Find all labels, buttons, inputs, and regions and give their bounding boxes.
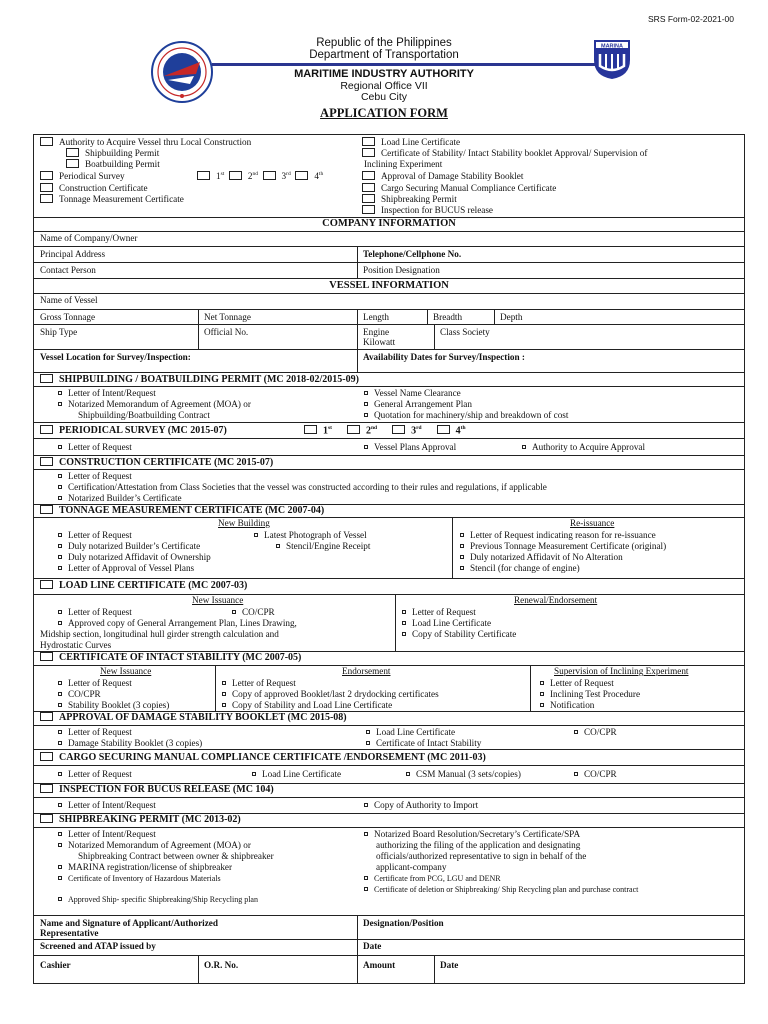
kilowatt-label: Kilowatt	[363, 337, 396, 347]
cis-item: Letter of Request	[222, 678, 296, 688]
checkbox[interactable]	[574, 730, 578, 734]
amount-label: Amount	[363, 960, 396, 970]
checkbox[interactable]	[574, 772, 578, 776]
periodical-options: 1st 2nd 3rd 4th	[197, 171, 323, 181]
tm-item: Duly notarized Builder’s Certificate	[58, 541, 200, 551]
company-name-label: Name of Company/Owner	[40, 233, 138, 243]
cis-item: Copy of approved Booklet/last 2 drydocking certificates	[222, 689, 439, 699]
checkbox[interactable]	[40, 194, 53, 203]
sb-item: General Arrangement Plan	[364, 399, 472, 409]
checkbox[interactable]	[347, 425, 360, 434]
ll-renewal-heading: Renewal/Endorsement	[514, 595, 598, 605]
sb-item: Letter of Intent/Request	[58, 388, 156, 398]
class-society-label: Class Society	[440, 327, 490, 337]
checkbox[interactable]	[364, 391, 368, 395]
checkbox[interactable]	[222, 681, 226, 685]
checkbox[interactable]	[460, 533, 464, 537]
checkbox[interactable]	[540, 692, 544, 696]
ds-section-title: APPROVAL OF DAMAGE STABILITY BOOKLET (MC 2015-08)	[40, 712, 347, 723]
checkbox[interactable]	[58, 555, 62, 559]
checkbox[interactable]	[58, 496, 62, 500]
checkbox[interactable]	[58, 681, 62, 685]
phone-label: Telephone/Cellphone No.	[363, 249, 462, 259]
checkbox[interactable]	[362, 137, 375, 146]
form-code: SRS Form-02-2021-00	[648, 14, 734, 24]
ll-item-cont: Hydrostatic Curves	[40, 640, 112, 650]
application-form	[33, 134, 745, 984]
checkbox[interactable]	[366, 741, 370, 745]
sbp-item: Letter of Intent/Request	[58, 829, 156, 839]
office-header	[0, 68, 768, 121]
bucus-item: Copy of Authority to Import	[364, 800, 478, 810]
tm-item: Letter of Request	[58, 530, 132, 540]
checkbox[interactable]	[58, 610, 62, 614]
engine-label: Engine	[363, 327, 390, 337]
cc-item: Certification/Attestation from Class Societies that the vessel was constructed according to their rules and regulations, if applicable	[58, 482, 547, 492]
service-loadline: Load Line Certificate	[362, 137, 460, 147]
cc-section-title: CONSTRUCTION CERTIFICATE (MC 2015-07)	[40, 457, 273, 468]
bucus-item: Letter of Intent/Request	[58, 800, 156, 810]
ll-item: Letter of Request	[58, 607, 132, 617]
service-cargo: Cargo Securing Manual Compliance Certificate	[362, 183, 556, 193]
checkbox[interactable]	[364, 445, 368, 449]
service-bucus: Inspection for BUCUS release	[362, 205, 493, 215]
checkbox[interactable]	[40, 652, 53, 661]
checkbox[interactable]	[58, 445, 62, 449]
sbp-section-title: SHIPBREAKING PERMIT (MC 2013-02)	[40, 814, 241, 825]
date-label: Date	[363, 941, 382, 951]
checkbox[interactable]	[58, 730, 62, 734]
checkbox[interactable]	[252, 772, 256, 776]
sbp-item: Certificate of deletion or Shipbreaking/ Ship Recycling plan and purchase contract	[364, 885, 638, 894]
cis-item: Inclining Test Procedure	[540, 689, 640, 699]
cashier-label: Cashier	[40, 960, 71, 970]
checkbox[interactable]	[58, 803, 62, 807]
checkbox[interactable]	[58, 876, 62, 880]
ll-item: Copy of Stability Certificate	[402, 629, 516, 639]
or-number-label: O.R. No.	[204, 960, 239, 970]
service-construction: Construction Certificate	[40, 183, 148, 193]
checkbox[interactable]	[402, 621, 406, 625]
checkbox[interactable]	[460, 544, 464, 548]
sbp-item: Notarized Board Resolution/Secretary’s Certificate/SPA	[364, 829, 580, 839]
checkbox[interactable]	[540, 681, 544, 685]
form-title: APPLICATION FORM	[320, 106, 448, 120]
checkbox[interactable]	[40, 183, 53, 192]
checkbox[interactable]	[58, 533, 62, 537]
cis-item: Notification	[540, 700, 594, 710]
checkbox[interactable]	[254, 533, 258, 537]
ll-item: Load Line Certificate	[402, 618, 491, 628]
position-label: Position Designation	[363, 265, 440, 275]
checkbox[interactable]	[40, 814, 53, 823]
cc-item: Letter of Request	[58, 471, 132, 481]
ds-item: Load Line Certificate	[366, 727, 455, 737]
vessel-location-label: Vessel Location for Survey/Inspection:	[40, 352, 191, 362]
tm-new-heading: New Building	[218, 518, 270, 528]
checkbox[interactable]	[362, 183, 375, 192]
checkbox[interactable]	[540, 703, 544, 707]
sbp-item-cont: officials/authorized representative to sign in behalf of the	[376, 851, 587, 861]
ps-item: Vessel Plans Approval	[364, 442, 456, 452]
checkbox[interactable]	[362, 205, 375, 214]
ll-section-title: LOAD LINE CERTIFICATE (MC 2007-03)	[40, 580, 247, 591]
checkbox[interactable]	[222, 703, 226, 707]
address-label: Principal Address	[40, 249, 106, 259]
cis-item: CO/CPR	[58, 689, 101, 699]
checkbox[interactable]	[66, 148, 79, 157]
checkbox[interactable]	[40, 457, 53, 466]
service-tonnage: Tonnage Measurement Certificate	[40, 194, 184, 204]
contact-label: Contact Person	[40, 265, 96, 275]
checkbox[interactable]	[58, 544, 62, 548]
checkbox[interactable]	[58, 566, 62, 570]
sbp-item: Certificate from PCG, LGU and DENR	[364, 874, 501, 883]
csm-section-title: CARGO SECURING MANUAL COMPLIANCE CERTIFICATE /ENDORSEMENT (MC 2011-03)	[40, 752, 486, 763]
ll-item: Approved copy of General Arrangement Plan, Lines Drawing,	[58, 618, 297, 628]
checkbox[interactable]	[197, 171, 210, 180]
checkbox[interactable]	[437, 425, 450, 434]
ps-item: Letter of Request	[58, 442, 132, 452]
service-shipbreaking: Shipbreaking Permit	[362, 194, 457, 204]
cis-item: Letter of Request	[58, 678, 132, 688]
checkbox[interactable]	[58, 474, 62, 478]
checkbox[interactable]	[40, 171, 53, 180]
tm-item: Stencil (for change of engine)	[460, 563, 580, 573]
authority-name: MARITIME INDUSTRY AUTHORITY	[294, 68, 474, 80]
designation-label: Designation/Position	[363, 918, 444, 928]
checkbox[interactable]	[364, 413, 368, 417]
checkbox[interactable]	[522, 445, 526, 449]
checkbox[interactable]	[66, 159, 79, 168]
checkbox[interactable]	[392, 425, 405, 434]
checkbox[interactable]	[40, 505, 53, 514]
checkbox[interactable]	[362, 171, 375, 180]
checkbox[interactable]	[58, 843, 62, 847]
checkbox[interactable]	[364, 402, 368, 406]
sb-item-cont: Shipbuilding/Boatbuilding Contract	[78, 410, 210, 420]
checkbox[interactable]	[304, 425, 317, 434]
ll-item: CO/CPR	[232, 607, 275, 617]
checkbox[interactable]	[263, 171, 276, 180]
ps-survey-options: 1st 2nd 3rd 4th	[304, 425, 466, 436]
ll-item-cont: Midship section, longitudinal hull girder strength calculation and	[40, 629, 279, 639]
signature-label: Name and Signature of Applicant/Authorized	[40, 918, 218, 928]
payment-date-label: Date	[440, 960, 459, 970]
checkbox[interactable]	[58, 692, 62, 696]
checkbox[interactable]	[40, 425, 53, 434]
sb-item: Quotation for machinery/ship and breakdown of cost	[364, 410, 568, 420]
department-text: Department of Transportation	[309, 49, 459, 61]
sb-item: Notarized Memorandum of Agreement (MOA) or	[58, 399, 251, 409]
signature-label-line2: Representative	[40, 928, 99, 938]
sb-item: Vessel Name Clearance	[364, 388, 461, 398]
header-rule	[212, 63, 596, 66]
checkbox[interactable]	[460, 555, 464, 559]
ship-type-label: Ship Type	[40, 327, 78, 337]
city-text: Cebu City	[360, 91, 408, 103]
depth-label: Depth	[500, 312, 523, 322]
service-ataq: Authority to Acquire Vessel thru Local Construction	[40, 137, 251, 147]
sbp-item: Approved Ship- specific Shipbreaking/Ship Recycling plan	[58, 895, 258, 904]
checkbox[interactable]	[276, 544, 280, 548]
cis-section-title: CERTIFICATE OF INTACT STABILITY (MC 2007-05)	[40, 652, 301, 663]
vessel-heading: VESSEL INFORMATION	[329, 280, 449, 291]
screened-label: Screened and ATAP issued by	[40, 941, 156, 951]
checkbox[interactable]	[362, 148, 375, 157]
checkbox[interactable]	[40, 784, 53, 793]
republic-text: Republic of the Philippines	[316, 37, 452, 49]
checkbox[interactable]	[222, 692, 226, 696]
cis-item: Letter of Request	[540, 678, 614, 688]
ps-item: Authority to Acquire Approval	[522, 442, 645, 452]
bucus-section-title: INSPECTION FOR BUCUS RELEASE (MC 104)	[40, 784, 274, 795]
checkbox[interactable]	[58, 832, 62, 836]
region-text: Regional Office VII	[340, 80, 428, 92]
cis-item: Copy of Stability and Load Line Certificate	[222, 700, 392, 710]
tm-reissue-heading: Re-issuance	[570, 518, 615, 528]
gross-tonnage-label: Gross Tonnage	[40, 312, 96, 322]
checkbox[interactable]	[364, 832, 368, 836]
service-stability: Certificate of Stability/ Intact Stability booklet Approval/ Supervision of	[362, 148, 647, 158]
cc-item: Notarized Builder’s Certificate	[58, 493, 182, 503]
cis-supervision-heading: Supervision of Inclining Experiment	[554, 666, 689, 676]
checkbox[interactable]	[402, 610, 406, 614]
service-stability-line2: Inclining Experiment	[364, 159, 443, 169]
tm-item: Letter of Request indicating reason for re-issuance	[460, 530, 656, 540]
checkbox[interactable]	[460, 566, 464, 570]
service-shipbuilding: Shipbuilding Permit	[66, 148, 159, 158]
checkbox[interactable]	[362, 194, 375, 203]
csm-item: CO/CPR	[574, 769, 617, 779]
checkbox[interactable]	[40, 137, 53, 146]
official-no-label: Official No.	[204, 327, 249, 337]
sbp-item-cont: Shipbreaking Contract between owner & shipbreaker	[78, 851, 274, 861]
csm-item: Letter of Request	[58, 769, 132, 779]
checkbox[interactable]	[364, 876, 368, 880]
sbp-item: Notarized Memorandum of Agreement (MOA) or	[58, 840, 251, 850]
checkbox[interactable]	[58, 391, 62, 395]
tm-item: Previous Tonnage Measurement Certificate (original)	[460, 541, 666, 551]
breadth-label: Breadth	[433, 312, 463, 322]
cis-item: Stability Booklet (3 copies)	[58, 700, 169, 710]
cis-endorsement-heading: Endorsement	[342, 666, 391, 676]
ll-new-heading: New Issuance	[192, 595, 244, 605]
csm-item: Load Line Certificate	[252, 769, 341, 779]
checkbox[interactable]	[58, 402, 62, 406]
tm-item: Latest Photograph of Vessel	[254, 530, 367, 540]
checkbox[interactable]	[364, 887, 368, 891]
service-periodical: Periodical Survey	[40, 171, 125, 181]
cis-new-heading: New Issuance	[100, 666, 152, 676]
checkbox[interactable]	[232, 610, 236, 614]
length-label: Length	[363, 312, 390, 322]
ll-item: Letter of Request	[402, 607, 476, 617]
service-boatbuilding: Boatbuilding Permit	[66, 159, 160, 169]
net-tonnage-label: Net Tonnage	[204, 312, 251, 322]
checkbox[interactable]	[58, 621, 62, 625]
ds-item: Letter of Request	[58, 727, 132, 737]
sb-section-title: SHIPBUILDING / BOATBUILDING PERMIT (MC 2018-02/2015-09)	[40, 374, 359, 385]
checkbox[interactable]	[58, 741, 62, 745]
checkbox[interactable]	[229, 171, 242, 180]
ds-item: Certificate of Intact Stability	[366, 738, 481, 748]
sbp-item: Certificate of Inventory of Hazardous Materials	[58, 874, 221, 883]
checkbox[interactable]	[40, 752, 53, 761]
vessel-name-label: Name of Vessel	[40, 295, 98, 305]
service-damage: Approval of Damage Stability Booklet	[362, 171, 523, 181]
tm-item: Letter of Approval of Vessel Plans	[58, 563, 194, 573]
checkbox[interactable]	[58, 485, 62, 489]
checkbox[interactable]	[58, 897, 62, 901]
sbp-item: MARINA registration/license of shipbreaker	[58, 862, 232, 872]
checkbox[interactable]	[402, 632, 406, 636]
checkbox[interactable]	[58, 865, 62, 869]
ds-item: Damage Stability Booklet (3 copies)	[58, 738, 202, 748]
checkbox[interactable]	[40, 580, 53, 589]
checkbox[interactable]	[364, 803, 368, 807]
sbp-item-cont: authorizing the filing of the application and designating	[376, 840, 581, 850]
checkbox[interactable]	[366, 730, 370, 734]
company-heading: COMPANY INFORMATION	[322, 218, 456, 229]
tm-item: Duly notarized Affidavit of No Alteration	[460, 552, 623, 562]
checkbox[interactable]	[58, 772, 62, 776]
checkbox[interactable]	[40, 712, 53, 721]
tm-item: Duly notarized Affidavit of Ownership	[58, 552, 211, 562]
csm-item: CSM Manual (3 sets/copies)	[406, 769, 521, 779]
checkbox[interactable]	[295, 171, 308, 180]
checkbox[interactable]	[40, 374, 53, 383]
checkbox[interactable]	[406, 772, 410, 776]
checkbox[interactable]	[58, 703, 62, 707]
availability-label: Availability Dates for Survey/Inspection :	[363, 352, 525, 362]
ds-item: CO/CPR	[574, 727, 617, 737]
ps-section-title: PERIODICAL SURVEY (MC 2015-07)	[40, 425, 227, 436]
agency-header	[0, 37, 768, 61]
marina-logo-text: MARINA	[601, 43, 623, 50]
sbp-item-cont: applicant-company	[376, 862, 447, 872]
tm-section-title: TONNAGE MEASUREMENT CERTIFICATE (MC 2007-04)	[40, 505, 324, 516]
tm-item: Stencil/Engine Receipt	[276, 541, 370, 551]
